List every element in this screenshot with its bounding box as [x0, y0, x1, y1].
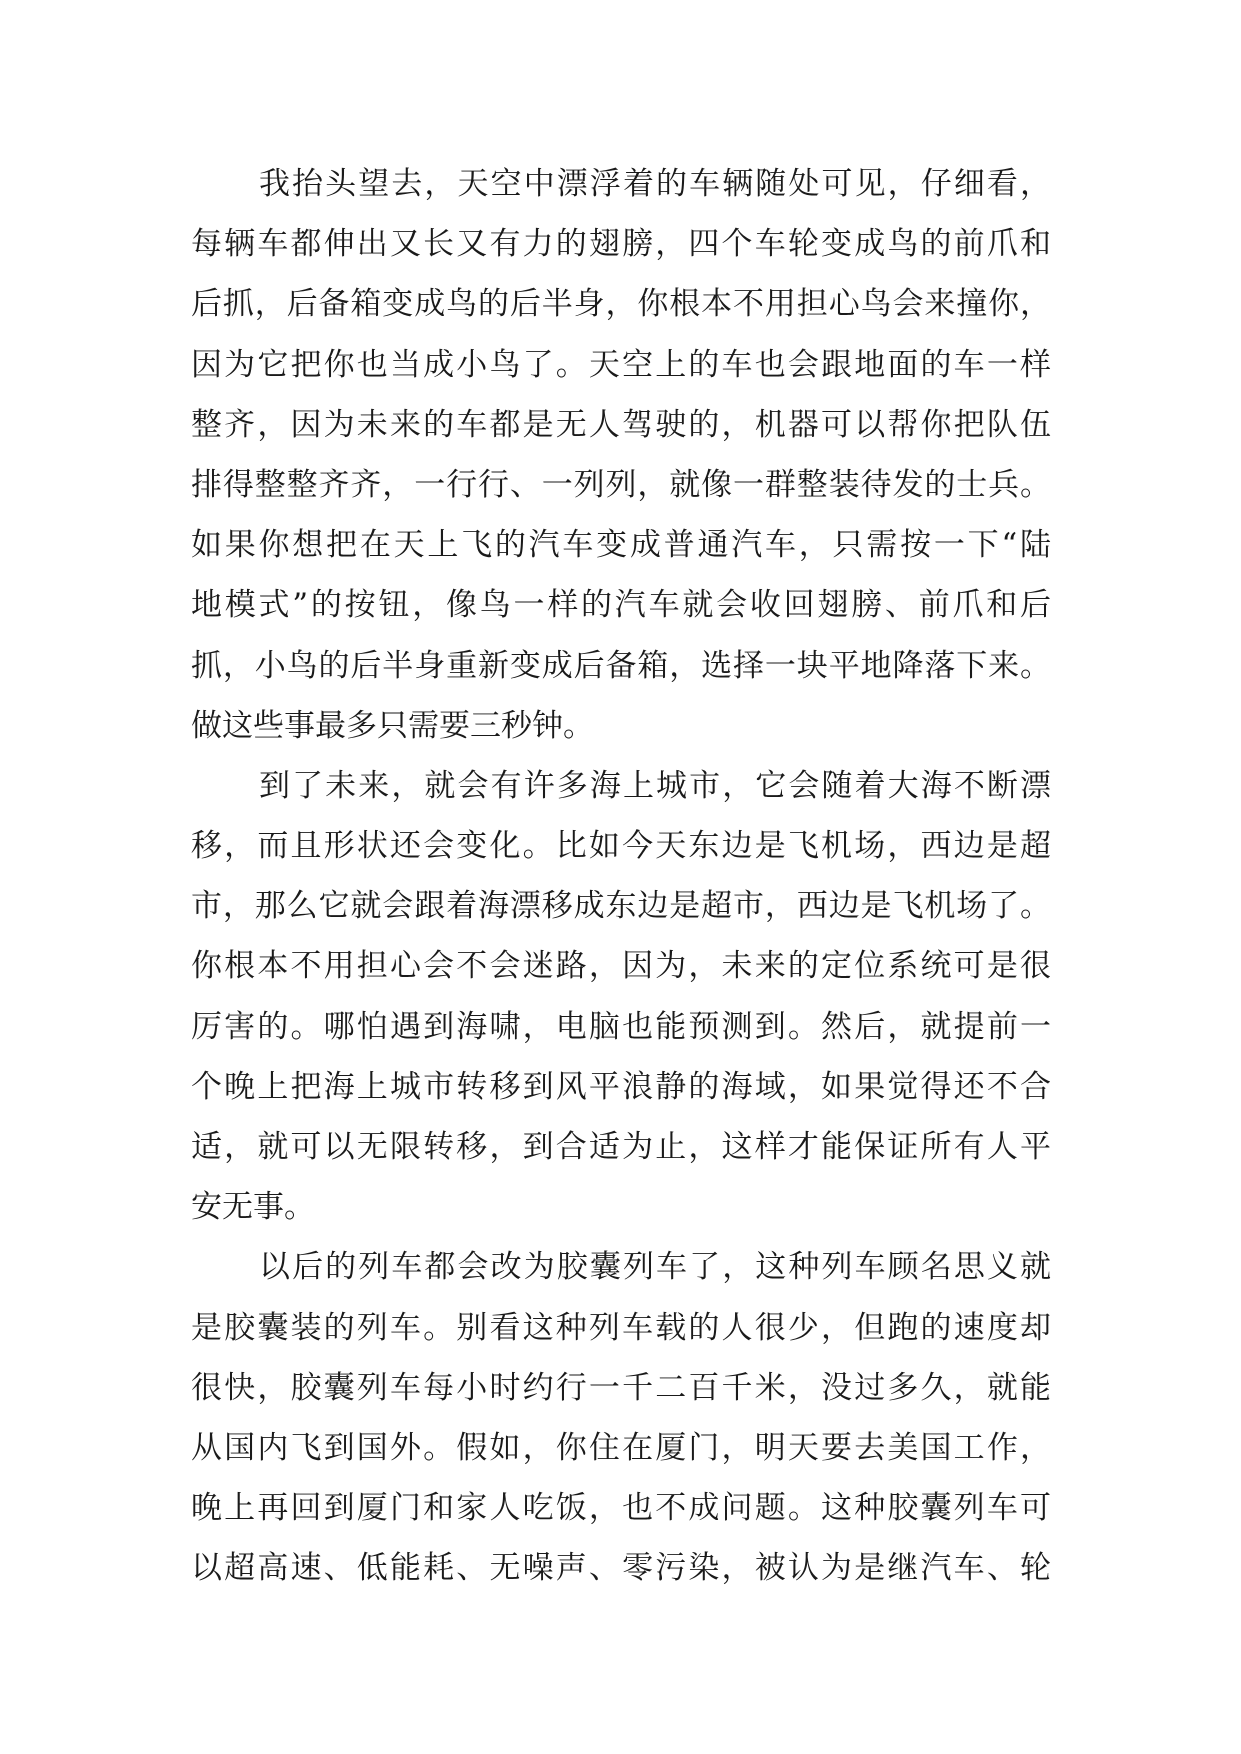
paragraph-3-line-1: 以后的列车都会改为胶囊列车了，这种列车顾名思义就 — [259, 1249, 1051, 1286]
paragraph-2-line-1: 到了未来，就会有许多海上城市，它会随着大海不断漂 — [259, 767, 1051, 804]
paragraph-3-line-6: 以超高速、低能耗、无噪声、零污染，被认为是继汽车、轮 — [191, 1550, 1051, 1587]
paragraph-2-line-6: 个晚上把海上城市转移到风平浪静的海域，如果觉得还不合 — [191, 1068, 1051, 1105]
paragraph-3-line-3: 很快，胶囊列车每小时约行一千二百千米，没过多久，就能 — [191, 1369, 1051, 1406]
paragraph-1-line-5: 整齐，因为未来的车都是无人驾驶的，机器可以帮你把队伍 — [191, 406, 1051, 443]
paragraph-3-line-5: 晚上再回到厦门和家人吃饭，也不成问题。这种胶囊列车可 — [191, 1490, 1051, 1527]
paragraph-1-line-1: 我抬头望去，天空中漂浮着的车辆随处可见，仔细看， — [259, 166, 1051, 202]
paragraph-1-line-9: 抓，小鸟的后半身重新变成后备箱，选择一块平地降落下来。 — [191, 647, 1051, 684]
paragraph-1-line-2: 每辆车都伸出又长又有力的翅膀，四个车轮变成鸟的前爪和 — [191, 226, 1051, 263]
paragraph-2-line-7: 适，就可以无限转移，到合适为止，这样才能保证所有人平 — [191, 1129, 1051, 1165]
paragraph-2-line-4: 你根本不用担心会不会迷路，因为，未来的定位系统可是很 — [191, 948, 1051, 985]
paragraph-2-line-3: 市，那么它就会跟着海漂移成东边是超市，西边是飞机场了。 — [191, 888, 1051, 925]
paragraph-2-line-8: 安无事。 — [191, 1189, 315, 1226]
paragraph-3-line-4: 从国内飞到国外。假如，你住在厦门，明天要去美国工作， — [191, 1429, 1051, 1466]
paragraph-1-line-3: 后抓，后备箱变成鸟的后半身，你根本不用担心鸟会来撞你， — [191, 286, 1051, 323]
paragraph-1-line-7: 如果你想把在天上飞的汽车变成普通汽车，只需按一下“陆 — [191, 527, 1051, 564]
paragraph-1-line-8: 地模式”的按钮，像鸟一样的汽车就会收回翅膀、前爪和后 — [191, 587, 1051, 624]
paragraph-1-line-6: 排得整整齐齐，一行行、一列列，就像一群整装待发的士兵。 — [191, 466, 1051, 503]
document-body — [191, 154, 1051, 1599]
paragraph-1-line-10: 做这些事最多只需要三秒钟。 — [191, 707, 594, 744]
paragraph-2-line-5: 厉害的。哪怕遇到海啸，电脑也能预测到。然后，就提前一 — [191, 1008, 1051, 1045]
paragraph-3-line-2: 是胶囊装的列车。别看这种列车载的人很少，但跑的速度却 — [191, 1309, 1051, 1346]
paragraph-2-line-2: 移，而且形状还会变化。比如今天东边是飞机场，西边是超 — [191, 828, 1051, 865]
paragraph-1-line-4: 因为它把你也当成小鸟了。天空上的车也会跟地面的车一样 — [191, 346, 1051, 383]
